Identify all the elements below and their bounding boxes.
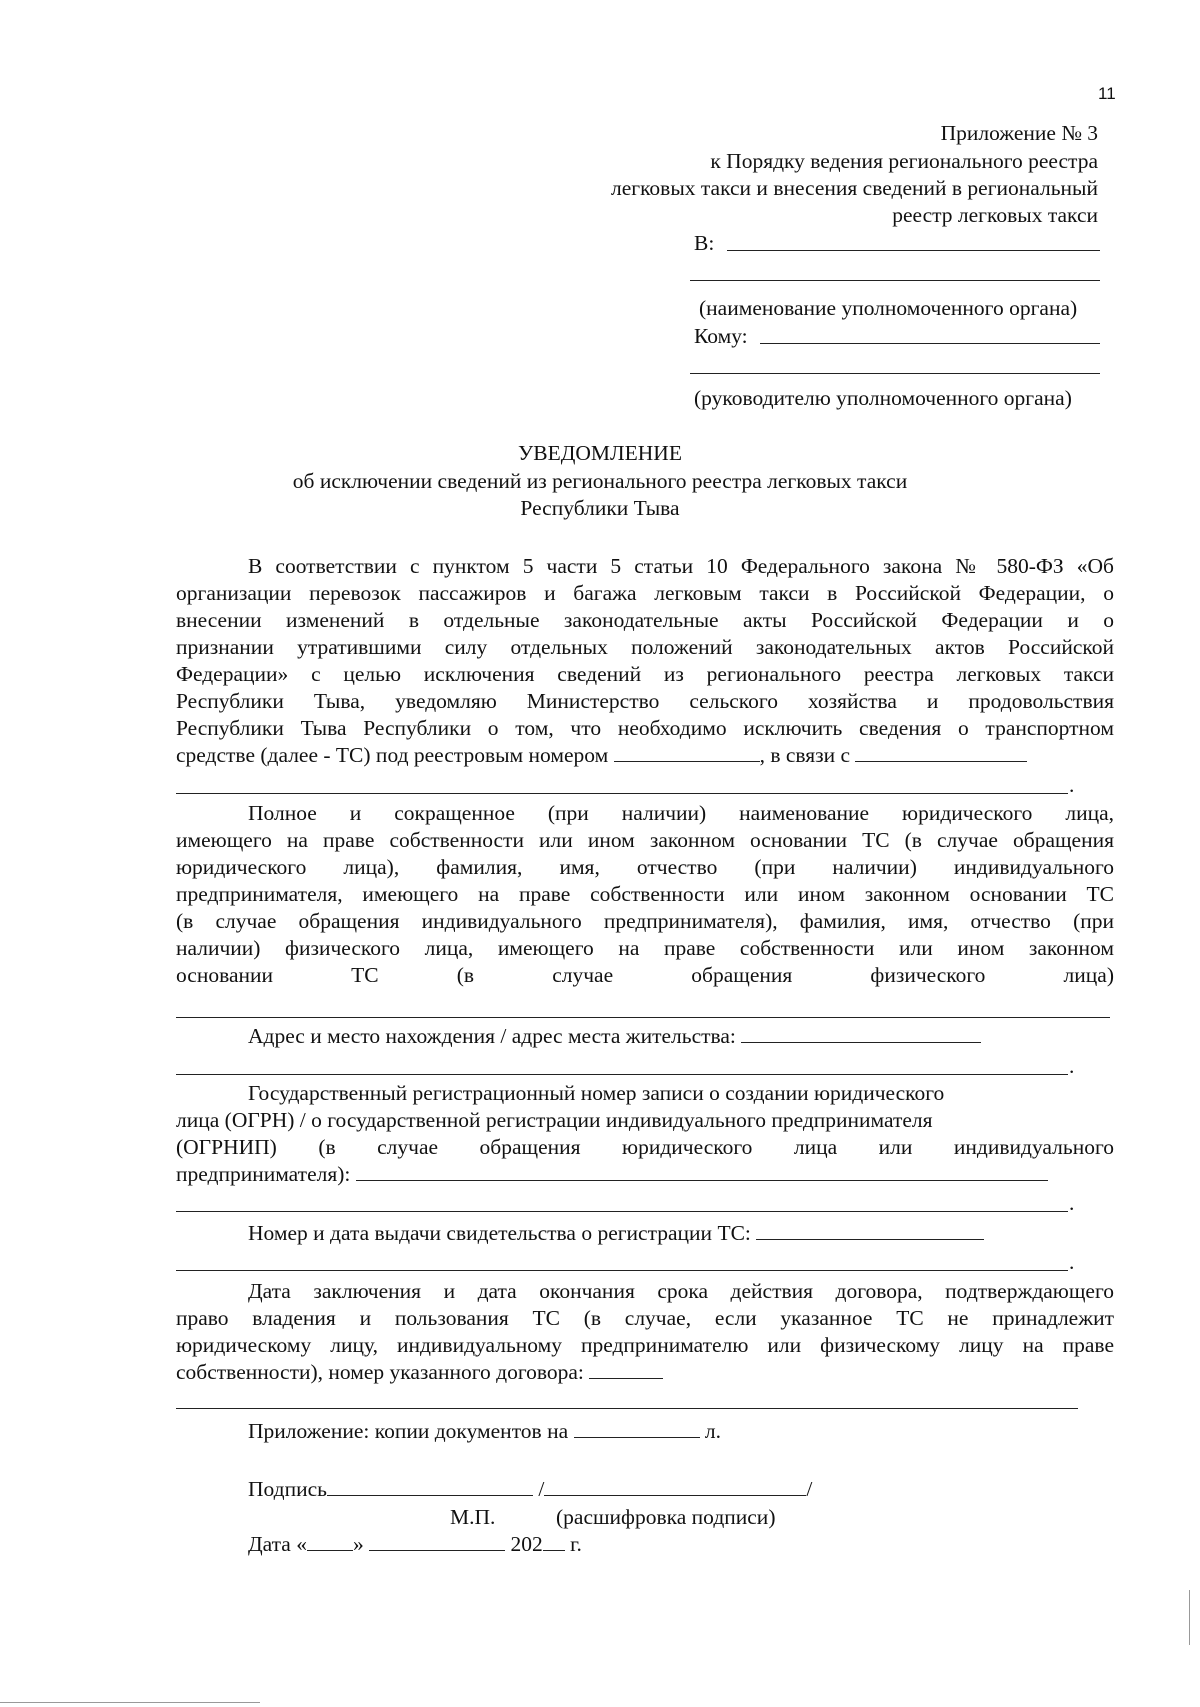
signature-label: Подпись — [248, 1477, 327, 1501]
date-label: Дата « — [248, 1532, 307, 1556]
period-mark: . — [1069, 1250, 1075, 1274]
para1-line: Республики Тыва, уведомляю Министерство сельского хозяйства и продовольствия — [176, 689, 1114, 713]
scan-edge-mark — [1189, 1590, 1190, 1645]
cert-label: Номер и дата выдачи свидетельства о регистрации ТС: — [248, 1221, 751, 1245]
para3-line: Государственный регистрационный номер записи о создании юридического — [248, 1081, 945, 1105]
contract-field-line-2 — [176, 1408, 1078, 1409]
address-label: Адрес и место нахождения / адрес места жительства: — [248, 1024, 736, 1048]
reason-label: , в связи с — [759, 743, 851, 767]
attachment-pages-field — [574, 1419, 700, 1438]
para3-last-line — [176, 1161, 1048, 1188]
attachment-row — [248, 1418, 721, 1445]
para2-line: предпринимателя, имеющего на праве собственности или ином законном основании ТС — [176, 882, 1114, 906]
contract-field — [589, 1360, 663, 1379]
attachment-label: Приложение: копии документов на — [248, 1419, 569, 1443]
owner-field-line — [176, 1017, 1110, 1018]
whom-field-line — [760, 343, 1100, 344]
whom-label: Кому: — [694, 324, 748, 348]
signature-slash: / — [806, 1477, 813, 1501]
whom-field-line-2 — [690, 373, 1100, 374]
document-subtitle-region: Республики Тыва — [520, 496, 680, 520]
para1-line: В соответствии с пунктом 5 части 5 статьи 10 Федерального закона № 580-ФЗ «Об — [248, 554, 1114, 578]
address-field-line-2 — [176, 1074, 1068, 1075]
para2-line: (в случае обращения индивидуального предпринимателя), фамилия, имя, отчество (при — [176, 909, 1114, 933]
reason-field — [855, 743, 1027, 762]
reason-field-line-2 — [176, 793, 1068, 794]
para1-line: внесении изменений в отдельные законодательные акты Российской Федерации и о — [176, 608, 1114, 632]
cert-row — [248, 1220, 984, 1247]
signature-field — [327, 1477, 533, 1496]
signature-row — [248, 1476, 812, 1503]
stamp-place: М.П. — [450, 1505, 496, 1529]
period-mark: . — [1069, 773, 1075, 797]
appendix-number: Приложение № 3 — [940, 121, 1098, 145]
para1-line: Республики Тыва Республики о том, что необходимо исключить сведения о транспортном — [176, 716, 1114, 740]
para3-line: лица (ОГРН) / о государственной регистрации индивидуального предпринимателя — [176, 1108, 933, 1132]
attachment-pages-suffix: л. — [704, 1419, 721, 1443]
to-label: В: — [694, 231, 715, 255]
signature-slash: / — [538, 1477, 545, 1501]
page-number: 11 — [1098, 84, 1116, 103]
date-day-field — [307, 1532, 353, 1551]
date-month-field — [369, 1532, 505, 1551]
address-row — [248, 1023, 981, 1050]
ogrn-label: предпринимателя): — [176, 1162, 351, 1186]
signature-decode-field — [544, 1477, 806, 1496]
date-quote-close: » — [352, 1532, 364, 1556]
to-caption: (наименование уполномоченного органа) — [699, 296, 1078, 320]
document-subtitle: об исключении сведений из регионального реестра легковых такси — [292, 469, 908, 493]
scan-edge-mark — [0, 1702, 260, 1703]
date-year-suffix: г. — [570, 1532, 582, 1556]
registry-number-label: средстве (далее - ТС) под реестровым номером — [176, 743, 609, 767]
signature-decode-caption: (расшифровка подписи) — [556, 1505, 776, 1529]
para4-last-line — [176, 1359, 663, 1386]
date-row — [248, 1531, 582, 1558]
period-mark: . — [1069, 1054, 1075, 1078]
appendix-line-4: реестр легковых такси — [892, 203, 1098, 227]
appendix-line-3: легковых такси и внесения сведений в региональный — [610, 176, 1098, 200]
para3-line: (ОГРНИП) (в случае обращения юридического лица или индивидуального — [176, 1135, 1114, 1159]
to-field-line-2 — [690, 280, 1100, 281]
registry-number-field — [614, 743, 760, 762]
cert-field — [756, 1221, 984, 1240]
address-field — [741, 1024, 981, 1043]
para4-line: право владения и пользования ТС (в случае, если указанное ТС не принадлежит — [176, 1306, 1114, 1330]
document-title: УВЕДОМЛЕНИЕ — [518, 441, 682, 465]
para2-line: наличии) физического лица, имеющего на праве собственности или ином законном — [176, 936, 1114, 960]
para4-line: юридическому лицу, индивидуальному предпринимателю или физическому лицу на праве — [176, 1333, 1114, 1357]
contract-label: собственности), номер указанного договора: — [176, 1360, 584, 1384]
para2-line: имеющего на праве собственности или ином законном основании ТС (в случае обращения — [176, 828, 1114, 852]
date-year-field — [543, 1532, 565, 1551]
para4-line: Дата заключения и дата окончания срока действия договора, подтверждающего — [248, 1279, 1114, 1303]
para2-line: юридического лица), фамилия, имя, отчество (при наличии) индивидуального — [176, 855, 1114, 879]
para1-last-line — [176, 742, 1027, 769]
appendix-line-2: к Порядку ведения регионального реестра — [710, 149, 1098, 173]
whom-caption: (руководителю уполномоченного органа) — [694, 386, 1072, 410]
ogrn-field — [356, 1162, 1048, 1181]
to-field-line — [727, 250, 1100, 251]
para1-line: организации перевозок пассажиров и багажа легковым такси в Российской Федерации, о — [176, 581, 1114, 605]
ogrn-field-line-2 — [176, 1211, 1068, 1212]
date-year: 202 — [510, 1532, 543, 1556]
para1-line: Федерации» с целью исключения сведений из регионального реестра легковых такси — [176, 662, 1114, 686]
para2-line: Полное и сокращенное (при наличии) наименование юридического лица, — [248, 801, 1114, 825]
period-mark: . — [1069, 1191, 1075, 1215]
para1-line: признании утратившими силу отдельных положений законодательных актов Российской — [176, 635, 1114, 659]
para2-line: основании ТС (в случае обращения физического лица) — [176, 963, 1114, 987]
cert-field-line-2 — [176, 1270, 1068, 1271]
